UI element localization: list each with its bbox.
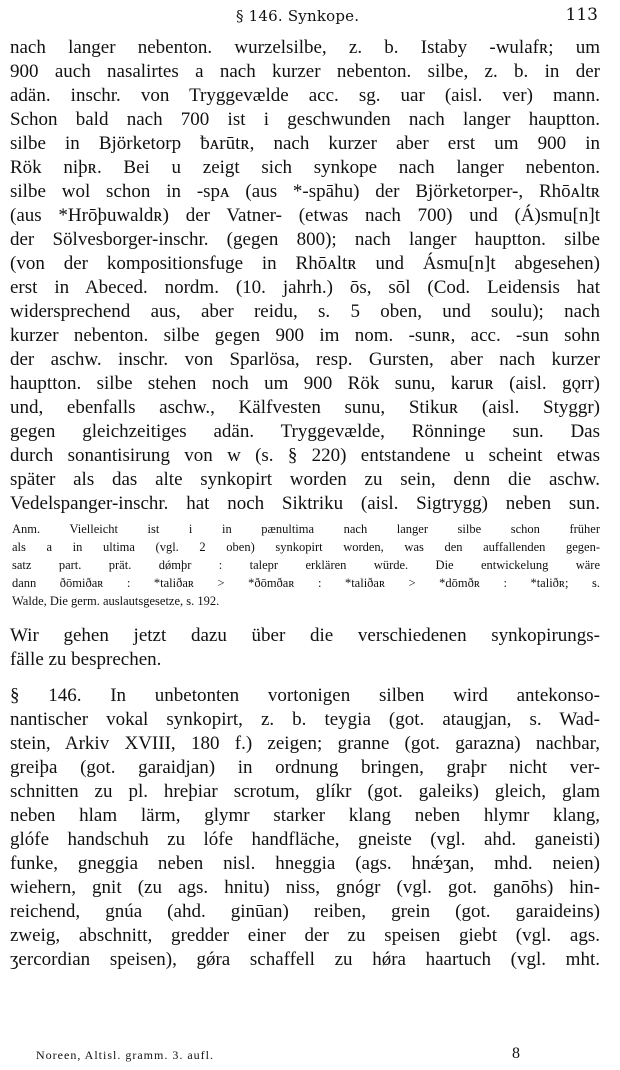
text-line: erst in Abeced. nordm. (10. jahrh.) ōs, sōl (Cod. Leidensis hat	[10, 277, 600, 298]
sheet-signature-line	[36, 1045, 576, 1065]
text-line: fälle zu besprechen.	[10, 649, 162, 670]
text-line: Schon bald nach 700 ist i geschwunden nach langer hauptton.	[10, 109, 600, 130]
text-line: durch sonantisirung von w (s. § 220) entstandene u scheint etwas	[10, 445, 600, 466]
text-line: reichend, gnúa (ahd. ginūan) reiben, grein (got. garaideins)	[10, 901, 600, 922]
text-line: silbe wol schon in -spᴀ (aus *-spāhu) der Björketorper-, Rhōᴀltʀ	[10, 181, 600, 202]
text-line: und, ebenfalls aschw., Kälfvesten sunu, Stikuʀ (aisl. Styggr)	[10, 397, 600, 418]
note-line: als a in ultima (vgl. 2 oben) synkopirt worden, was den auffallenden gegen-	[12, 540, 600, 554]
text-line: kurzer nebenton. silbe gegen 900 im nom. -sunʀ, acc. -sun sohn	[10, 325, 600, 346]
text-line: ʒercordian speisen), gǿra schaffell zu hǿra haartuch (vgl. mht.	[10, 949, 600, 970]
note-line: satz part. prät. dǿmþr : talepr erklären würde. Die entwickelung wäre	[12, 558, 600, 572]
page-number: 113	[565, 5, 598, 25]
note-line: dann ðōmiðaʀ : *taliðaʀ > *ðōmðaʀ : *taliðaʀ > *dōmðʀ : *taliðʀ; s.	[12, 576, 600, 590]
text-line: schnitten zu pl. hreþiar scrotum, glíkr (got. galeiks) gleich, glam	[10, 781, 600, 802]
text-line: gegen gleichzeitiges adän. Tryggevælde, Rönninge sun. Das	[10, 421, 600, 442]
running-header	[0, 3, 620, 25]
text-line: 900 auch nasalirtes a nach kurzer nebenton. silbe, z. b. in der	[10, 61, 600, 82]
text-line: funke, gneggia neben nisl. hneggia (ags. hnǽʒan, mhd. neien)	[10, 853, 600, 874]
text-line: adän. inschr. von Tryggevælde acc. sg. uar (aisl. ver) mann.	[10, 85, 600, 106]
text-line: wiehern, gnit (zu ags. hnitu) niss, gnógr (vgl. got. ganōhs) hin-	[10, 877, 600, 898]
note-line: Walde, Die germ. auslautsgesetze, s. 192.	[12, 594, 220, 608]
text-line: Rök niþʀ. Bei u zeigt sich synkope nach langer nebenton.	[10, 157, 600, 178]
text-line: später als das alte synkopirt worden zu sein, denn die aschw.	[10, 469, 600, 490]
note-line: Anm. Vielleicht ist i in pænultima nach langer silbe schon früher	[12, 522, 600, 536]
sheet-number: 8	[512, 1045, 520, 1062]
text-line: stein, Arkiv XVIII, 180 f.) zeigen; granne (got. garazna) nachbar,	[10, 733, 600, 754]
text-line: der aschw. inschr. von Sparlösa, resp. Gursten, aber nach kurzer	[10, 349, 600, 370]
text-line: Vedelspanger-inschr. hat noch Siktriku (aisl. Sigtrygg) neben sun.	[10, 493, 600, 514]
text-line: zweig, abschnitt, gredder einer der zu speisen giebt (vgl. ags.	[10, 925, 600, 946]
text-line: (von der kompositionsfuge in Rhōᴀltʀ und Ásmu[n]t abgesehen)	[10, 253, 600, 274]
text-line: hauptton. silbe stehen noch um 900 Rök sunu, karuʀ (aisl. gǫrr)	[10, 373, 600, 394]
text-line: greiþa (got. garaidjan) in ordnung bringen, graþr nicht ver-	[10, 757, 600, 778]
text-line: widersprechend aus, aber reidu, s. 5 oben, und soulu); nach	[10, 301, 600, 322]
printer-signature: Noreen, Altisl. gramm. 3. aufl.	[36, 1048, 214, 1062]
text-line: glófe handschuh zu lófe handfläche, gneiste (vgl. ahd. ganeisti)	[10, 829, 600, 850]
text-line: nantischer vokal synkopirt, z. b. teygia (got. ataugjan, s. Wad-	[10, 709, 600, 730]
text-line: Wir gehen jetzt dazu über die verschiedenen synkopirungs-	[10, 625, 600, 646]
text-line: silbe in Björketorp ƀᴀrūtʀ, nach kurzer aber erst um 900 in	[10, 133, 600, 154]
text-line: nach langer nebenton. wurzelsilbe, z. b. Istaby -wulafʀ; um	[10, 37, 600, 58]
text-line: der Sölvesborger-inschr. (gegen 800); nach langer hauptton. silbe	[10, 229, 600, 250]
text-line: neben hlam lärm, glymr starker klang neben hlymr klang,	[10, 805, 600, 826]
text-line: (aus *Hrōþuwaldʀ) der Vatner- (etwas nach 700) und (Á)smu[n]t	[10, 205, 600, 226]
running-title: § 146. Synkope.	[236, 7, 360, 25]
text-line: § 146. In unbetonten vortonigen silben wird antekonso-	[10, 685, 600, 706]
